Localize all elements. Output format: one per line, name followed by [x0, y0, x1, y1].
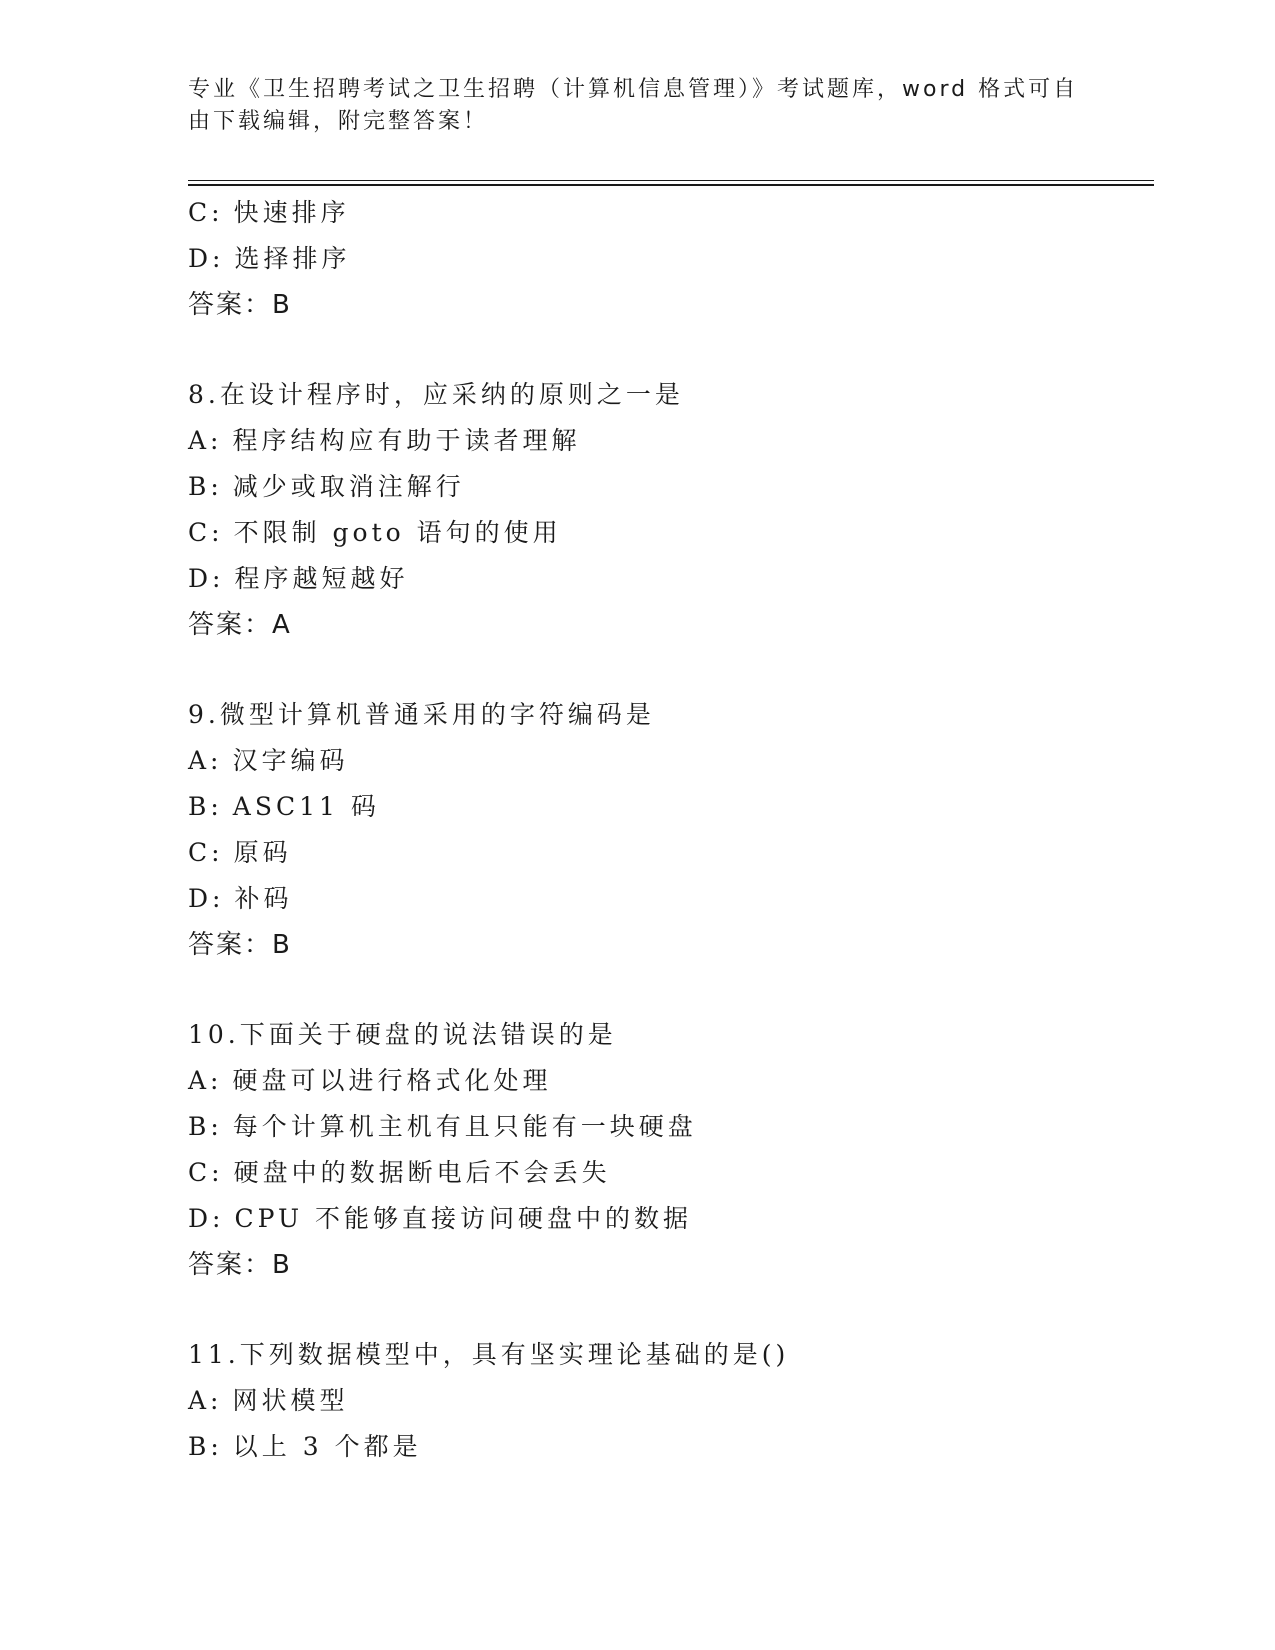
question-9	[188, 692, 1148, 968]
option-c	[188, 1150, 1148, 1196]
header-line-2: 由下载编辑，附完整答案！	[188, 109, 489, 134]
question-10	[188, 1012, 1148, 1288]
option-b	[188, 784, 1148, 830]
option-text: 选择排序	[234, 244, 351, 273]
option-label: B:	[188, 1112, 223, 1141]
option-label: A:	[188, 746, 223, 775]
option-text: 补码	[234, 884, 293, 913]
option-text: 程序结构应有助于读者理解	[232, 426, 581, 455]
header-divider-bottom	[188, 184, 1154, 186]
spacer	[188, 1288, 1148, 1332]
header-line-1: 专业《卫生招聘考试之卫生招聘（计算机信息管理）》考试题库，word 格式可自	[188, 77, 1079, 102]
option-text: 程序越短越好	[234, 564, 409, 593]
question-11	[188, 1332, 1148, 1470]
option-a	[188, 1058, 1148, 1104]
option-label: C:	[188, 838, 224, 867]
option-a	[188, 418, 1148, 464]
question-title: 10.下面关于硬盘的说法错误的是	[188, 1020, 617, 1049]
answer-line: 答案：B	[188, 290, 292, 320]
option-label: B:	[188, 792, 223, 821]
option-a	[188, 738, 1148, 784]
option-a	[188, 1378, 1148, 1424]
spacer	[188, 648, 1148, 692]
answer-line: 答案：B	[188, 930, 292, 960]
option-b	[188, 464, 1148, 510]
header-divider-top	[188, 180, 1154, 181]
option-text: 每个计算机主机有且只能有一块硬盘	[232, 1112, 697, 1141]
option-d	[188, 236, 1148, 282]
question-7-fragment	[188, 190, 1148, 328]
question-8	[188, 372, 1148, 648]
option-text: 汉字编码	[232, 746, 349, 775]
option-d	[188, 556, 1148, 602]
option-b	[188, 1424, 1148, 1470]
question-title: 9.微型计算机普通采用的字符编码是	[188, 700, 655, 729]
option-label: A:	[188, 426, 223, 455]
option-label: C:	[188, 518, 224, 547]
question-title: 8.在设计程序时，应采纳的原则之一是	[188, 380, 684, 409]
option-label: C:	[188, 198, 224, 227]
option-label: D:	[188, 1204, 225, 1233]
option-text: 以上 3 个都是	[232, 1432, 422, 1461]
option-text: 原码	[233, 838, 292, 867]
option-label: C:	[188, 1158, 224, 1187]
question-list	[188, 190, 1148, 1470]
option-c	[188, 190, 1148, 236]
option-label: D:	[188, 884, 225, 913]
spacer	[188, 968, 1148, 1012]
option-c	[188, 510, 1148, 556]
option-text: 网状模型	[232, 1386, 349, 1415]
option-d	[188, 1196, 1148, 1242]
option-text: 硬盘中的数据断电后不会丢失	[233, 1158, 611, 1187]
option-text: ASC11 码	[232, 792, 380, 821]
option-c	[188, 830, 1148, 876]
option-label: D:	[188, 244, 225, 273]
option-label: A:	[188, 1066, 223, 1095]
option-d	[188, 876, 1148, 922]
spacer	[188, 328, 1148, 372]
option-text: CPU 不能够直接访问硬盘中的数据	[234, 1204, 692, 1233]
option-text: 不限制 goto 语句的使用	[233, 518, 562, 547]
answer-line: 答案：A	[188, 610, 292, 640]
option-b	[188, 1104, 1148, 1150]
option-label: D:	[188, 564, 225, 593]
question-title: 11.下列数据模型中，具有坚实理论基础的是()	[188, 1340, 790, 1369]
document-header	[188, 74, 1079, 138]
option-text: 减少或取消注解行	[232, 472, 465, 501]
option-text: 硬盘可以进行格式化处理	[232, 1066, 552, 1095]
option-text: 快速排序	[233, 198, 350, 227]
answer-line: 答案：B	[188, 1250, 292, 1280]
option-label: B:	[188, 472, 223, 501]
option-label: A:	[188, 1386, 223, 1415]
option-label: B:	[188, 1432, 223, 1461]
